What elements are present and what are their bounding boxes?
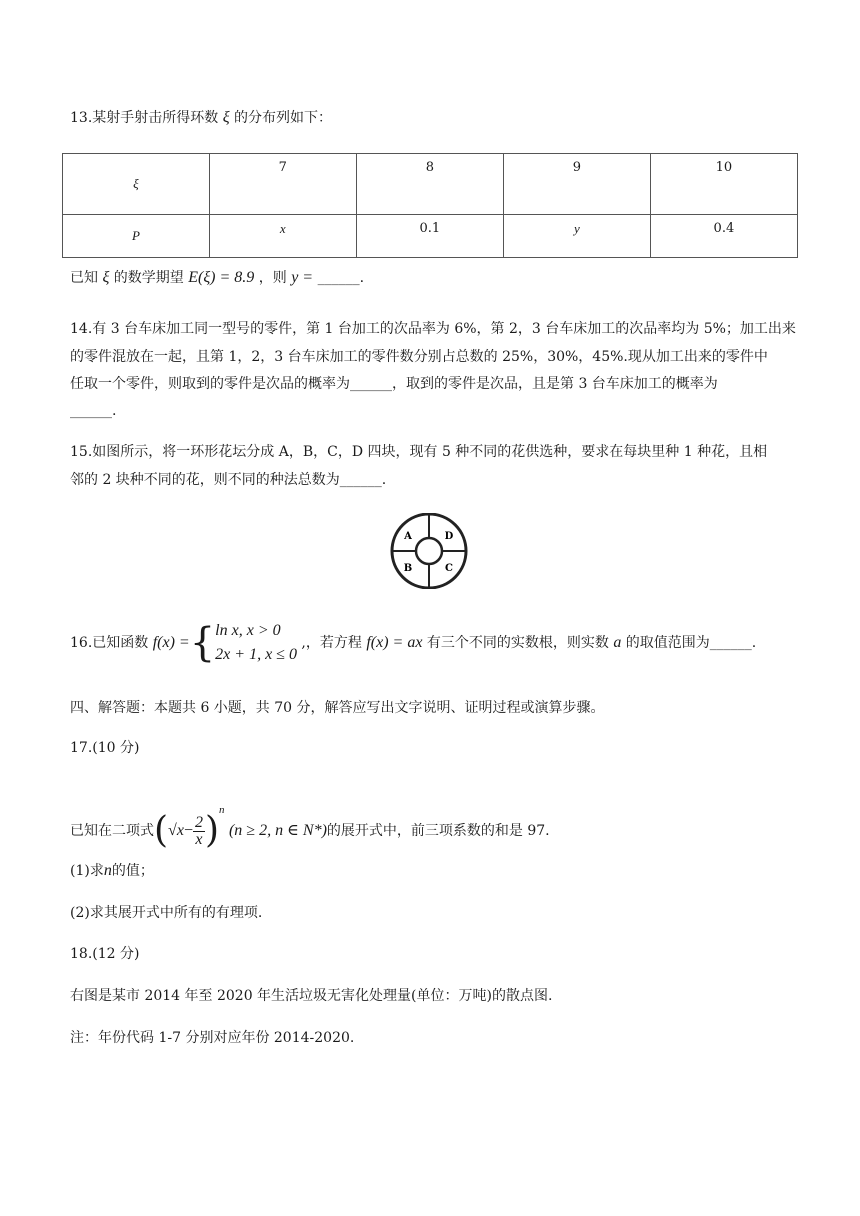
q17-text: 已知在二项式 <box>70 823 154 839</box>
q13-text: 13.某射手射击所得环数 <box>70 110 219 126</box>
q18-line-1: 右图是某市 2014 年至 2020 年生活垃圾无害化处理量(单位：万吨)的散点图. <box>70 988 553 1004</box>
q13-text-end: 的分布列如下： <box>234 110 333 126</box>
table-cell-xi: ξ <box>63 154 210 215</box>
q17-sqrt: √x <box>168 822 184 839</box>
q16-case-1: ln x, x > 0 <box>215 622 281 639</box>
q14-line-2: 的零件混放在一起，且第 1，2，3 台车床加工的零件数分别占总数的 25%，30%，45%.现从加工出来的零件中 <box>70 349 768 365</box>
q17-paren-close: ) <box>204 810 220 851</box>
q17-var-n: n <box>103 862 112 879</box>
table-row <box>63 215 798 258</box>
region-b-label: B <box>403 563 413 574</box>
distribution-table <box>62 153 798 258</box>
q17-denominator: x <box>195 830 203 848</box>
table-cell: 8 <box>356 154 503 215</box>
q13-cond-var: ξ <box>102 269 110 286</box>
q17-stem <box>70 782 550 859</box>
region-a-label: A <box>404 531 412 542</box>
q17-exponent: n <box>219 804 225 816</box>
inner-ring <box>416 538 442 564</box>
q17-part-1-end: 的值； <box>111 863 154 879</box>
q16-text: 16.已知函数 <box>70 635 149 651</box>
table-row <box>63 154 798 215</box>
q17-part-2: (2)求其展开式中所有的有理项. <box>70 905 263 921</box>
q13-cond-text3: ，则 <box>258 270 287 286</box>
q16-case-2: 2x + 1, x ≤ 0 <box>215 646 297 663</box>
section-heading: 四、解答题：本题共 6 小题，共 70 分，解答应写出文字说明、证明过程或演算步骤。 <box>70 700 605 716</box>
q16-text-4: 的取值范围为______. <box>625 635 757 651</box>
q17-minus: − <box>183 822 193 839</box>
q15-line-2: 邻的 2 块种不同的花，则不同的种法总数为______. <box>70 472 387 488</box>
q16-cases <box>215 619 297 667</box>
q17-part-1 <box>70 861 154 881</box>
q13-stem <box>70 108 332 128</box>
q16-text-3: 有三个不同的实数根，则实数 <box>426 635 609 651</box>
q18-line-2: 注：年份代码 1-7 分别对应年份 2014-2020. <box>70 1030 355 1046</box>
q17-condition: (n ≥ 2, n ∈ N*) <box>228 822 327 839</box>
q16-fx: f(x) = <box>152 634 190 651</box>
ring-flowerbed-figure <box>388 513 470 589</box>
table-cell-p: P <box>63 215 210 258</box>
q14-line-1: 14.有 3 台车床加工同一型号的零件，第 1 台加工的次品率为 6%，第 2，3 台车床加工的次品率均为 5%；加工出来 <box>70 321 796 337</box>
q17-fraction <box>193 815 205 848</box>
q16-brace: { <box>189 620 216 666</box>
table-cell: 0.4 <box>650 215 797 258</box>
q14-line-3: 任取一个零件，则取到的零件是次品的概率为______，取到的零件是次品，且是第 3 台车床加工的概率为 <box>70 376 718 392</box>
q13-period: . <box>359 270 365 286</box>
q17-paren-open: ( <box>154 810 169 851</box>
region-d-label: D <box>444 531 454 542</box>
q16-stem <box>70 618 756 668</box>
q16-equation: f(x) = ax <box>366 634 423 651</box>
q16-text-2: ,，若方程 <box>301 635 362 651</box>
q15-line-1: 15.如图所示，将一环形花坛分成 A，B，C，D 四块，现有 5 种不同的花供选种，要求在每块里种 1 种花，且相 <box>70 444 768 460</box>
table-cell: 7 <box>209 154 356 215</box>
table-cell: 9 <box>503 154 650 215</box>
q13-expectation: E(ξ) = 8.9 <box>188 269 255 286</box>
q13-y-eq: y = <box>291 269 314 286</box>
q13-cond-text2: 的数学期望 <box>113 270 184 286</box>
q13-blank: ______ <box>317 270 360 286</box>
region-c-label: C <box>445 563 453 574</box>
table-cell: y <box>503 215 650 258</box>
q13-var: ξ <box>222 109 230 126</box>
q16-var-a: a <box>613 634 622 651</box>
table-cell: 0.1 <box>356 215 503 258</box>
q17-numerator: 2 <box>194 813 203 831</box>
q13-condition <box>70 268 364 288</box>
q17-part-1-text: (1)求 <box>70 863 104 879</box>
q18-heading: 18.(12 分) <box>70 946 140 962</box>
q17-heading: 17.(10 分) <box>70 740 140 756</box>
q14-line-4: ______. <box>70 403 117 419</box>
table-cell: x <box>209 215 356 258</box>
table-cell: 10 <box>650 154 797 215</box>
q13-cond-text: 已知 <box>70 270 98 286</box>
q17-text-2: 的展开式中，前三项系数的和是 97. <box>326 823 550 839</box>
